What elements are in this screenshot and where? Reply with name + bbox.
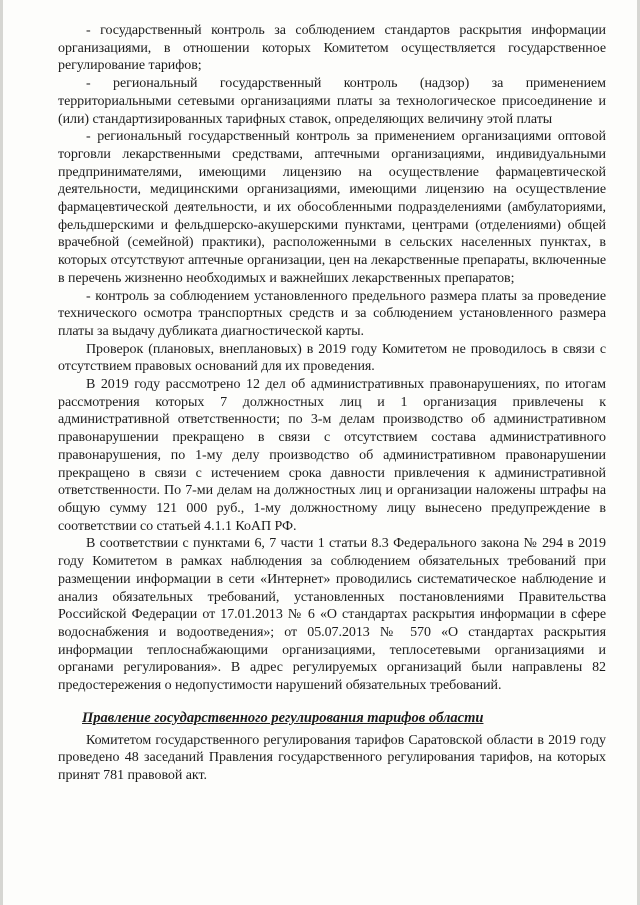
paragraph-disclosure-control: - государственный контроль за соблюдением стандартов раскрытия информации организациями, в отношении которых Комитетом осуществляется государственное регулирование тарифов; [58,23,606,74]
paragraph-internet-monitoring: В соответствии с пунктами 6, 7 части 1 статьи 8.3 Федерального закона № 294 в 2019 году Комитетом в рамках наблюдения за соблюдением обязательных требований при размещении информации в сети «Интернет» проводились систематическое наблюдение и анализ обязательных требований, установленных постановлениями Правительства Российской Федерации от 17.01.2013 № 6 «О стандартах раскрытия информации в сфере водоснабжения и водоотведения»; от 05.07.2013 № 570 «О стандартах раскрытия информации теплоснабжающими организациями, теплосетевыми организациями и органами регулирования». В адрес регулируемых организаций были направлены 82 предостережения о недопустимости нарушений обязательных требований. [58,536,606,694]
paragraph-inspection-fee-control: - контроль за соблюдением установленного предельного размера платы за проведение технического осмотра транспортных средств и за соблюдением установленного размера платы за выдачу дубликата диагностической карты. [58,288,606,339]
paragraph-network-fee-control: - региональный государственный контроль (надзор) за применением территориальными сетевыми организациями платы за технологическое присоединение и (или) стандартизированных тарифных ставок, определяющих величину этой платы [58,76,606,127]
section-heading: Правление государственного регулирования тарифов области [82,709,484,726]
paragraph-drug-price-control: - региональный государственный контроль за применением организациями оптовой торговли лекарственными средствами, аптечными организациями, индивидуальными предпринимателями, имеющими лицензию на осуществление фармацевтической деятельности, медицинскими организациями, имеющими лицензию на осуществление фармацевтической деятельности, и их обособленными подразделениями (амбулаториями, фельдшерскими и фельдшерско-акушерскими пунктами, центрами (отделениями) общей врачебной (семейной) практики), расположенными в сельских населенных пунктах, в которых отсутствуют аптечные организации, цен на лекарственные препараты, включенные в перечень жизненно необходимых и важнейших лекарственных препаратов; [58,129,606,286]
paragraph-inspections: Проверок (плановых, внеплановых) в 2019 году Комитетом не проводилось в связи с отсутствием правовых оснований для их проведения. [58,341,606,375]
paragraph-board-meetings: Комитетом государственного регулирования тарифов Саратовской области в 2019 году проведено 48 заседаний Правления государственного регулирования тарифов, на которых принят 781 правовой акт. [58,732,606,784]
scan-edge-left [0,0,3,905]
paragraph-administrative-cases: В 2019 году рассмотрено 12 дел об административных правонарушениях, по итогам рассмотрения которых 7 должностных лиц и 1 организация привлечены к административной ответственности; по 3-м делам производство об административном правонарушении прекращено в связи с отсутствием состава административного правонарушения, по 1-му делу производство об административном правонарушении прекращено в связи с истечением срока давности привлечения к административной ответственности. По 7-ми делам на должностных лиц и организации наложены штрафы на общую сумму 121 000 руб., 1-му должностному лицу вынесено предупреждение в соответствии со статьей 4.1.1 КоАП РФ. [58,377,606,534]
